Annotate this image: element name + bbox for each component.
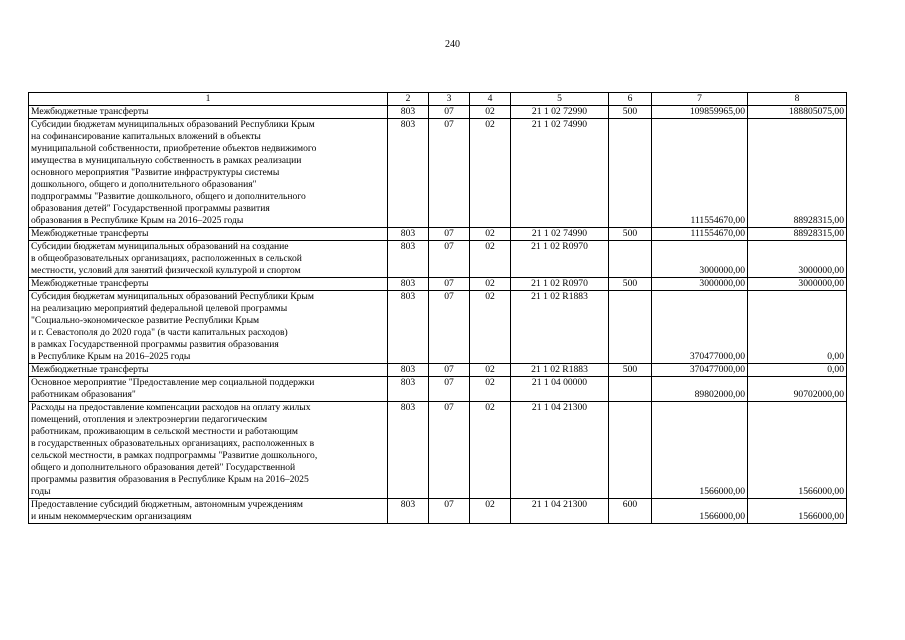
table-row	[29, 402, 847, 499]
column-header: 5	[511, 93, 609, 106]
table-row	[29, 241, 847, 278]
target-article-code: 21 1 04 21300	[511, 402, 609, 499]
amount-col-8: 3000000,00	[748, 278, 847, 291]
amount-col-8: 88928315,00	[748, 228, 847, 241]
amount-col-7: 109859965,00	[652, 106, 748, 119]
subsection-code: 02	[470, 228, 511, 241]
column-header: 8	[748, 93, 847, 106]
row-description: Межбюджетные трансферты	[29, 364, 388, 377]
ministry-code: 803	[388, 499, 429, 524]
column-header: 3	[429, 93, 470, 106]
amount-col-8: 1566000,00	[748, 402, 847, 499]
column-header: 7	[652, 93, 748, 106]
row-description: Субсидии бюджетам муниципальных образований Республики Крым на софинансирование капитальных вложений в объекты муниципальной собственности, приобретение объектов недвижимого имущества в муниципальную собственность в рамках реализации основного мероприятия "Развитие инфраструктуры системы дошкольного, общего и дополнительного образования" подпрограммы "Развитие дошкольного, общего и дополнительного образования детей" Государственной программы развития образования в Республике Крым на 2016–2025 годы	[29, 119, 388, 228]
expense-type-code: 600	[609, 499, 652, 524]
section-code: 07	[429, 364, 470, 377]
amount-col-7: 111554670,00	[652, 228, 748, 241]
amount-col-7: 1566000,00	[652, 499, 748, 524]
target-article-code: 21 1 02 R0970	[511, 241, 609, 278]
ministry-code: 803	[388, 278, 429, 291]
amount-col-8: 188805075,00	[748, 106, 847, 119]
ministry-code: 803	[388, 119, 429, 228]
row-description: Расходы на предоставление компенсации расходов на оплату жилых помещений, отопления и электроэнергии педагогическим работникам, проживающим в сельской местности и работающим в государственных образовательных организациях, расположенных в сельской местности, в рамках подпрограммы "Развитие дошкольного, общего и дополнительного образования детей" Государственной программы развития образования в Республике Крым на 2016–2025 годы	[29, 402, 388, 499]
target-article-code: 21 1 02 72990	[511, 106, 609, 119]
subsection-code: 02	[470, 278, 511, 291]
expense-type-code: 500	[609, 228, 652, 241]
row-description: Межбюджетные трансферты	[29, 106, 388, 119]
expense-type-code	[609, 291, 652, 364]
subsection-code: 02	[470, 364, 511, 377]
subsection-code: 02	[470, 241, 511, 278]
expense-type-code	[609, 377, 652, 402]
section-code: 07	[429, 228, 470, 241]
section-code: 07	[429, 241, 470, 278]
amount-col-7: 111554670,00	[652, 119, 748, 228]
target-article-code: 21 1 04 00000	[511, 377, 609, 402]
amount-col-8: 0,00	[748, 291, 847, 364]
expense-type-code	[609, 119, 652, 228]
expense-type-code	[609, 402, 652, 499]
section-code: 07	[429, 499, 470, 524]
table-row	[29, 291, 847, 364]
section-code: 07	[429, 106, 470, 119]
ministry-code: 803	[388, 364, 429, 377]
amount-col-8: 3000000,00	[748, 241, 847, 278]
section-code: 07	[429, 377, 470, 402]
row-description: Межбюджетные трансферты	[29, 278, 388, 291]
expense-type-code: 500	[609, 278, 652, 291]
subsection-code: 02	[470, 106, 511, 119]
target-article-code: 21 1 04 21300	[511, 499, 609, 524]
section-code: 07	[429, 278, 470, 291]
target-article-code: 21 1 02 74990	[511, 228, 609, 241]
amount-col-8: 0,00	[748, 364, 847, 377]
ministry-code: 803	[388, 402, 429, 499]
row-description: Субсидии бюджетам муниципальных образований на создание в общеобразовательных организациях, расположенных в сельской местности, условий для занятий физической культурой и спортом	[29, 241, 388, 278]
table-row	[29, 364, 847, 377]
target-article-code: 21 1 02 R1883	[511, 291, 609, 364]
expense-type-code	[609, 241, 652, 278]
ministry-code: 803	[388, 228, 429, 241]
ministry-code: 803	[388, 106, 429, 119]
table-row	[29, 119, 847, 228]
column-header: 1	[29, 93, 388, 106]
subsection-code: 02	[470, 402, 511, 499]
ministry-code: 803	[388, 377, 429, 402]
column-header: 6	[609, 93, 652, 106]
target-article-code: 21 1 02 R1883	[511, 364, 609, 377]
table-header-row	[29, 93, 847, 106]
ministry-code: 803	[388, 241, 429, 278]
row-description: Субсидия бюджетам муниципальных образований Республики Крым на реализацию мероприятий федеральной целевой программы "Социально-экономическое развитие Республики Крым и г. Севастополя до 2020 года" (в части капитальных расходов) в рамках Государственной программы развития образования в Республике Крым на 2016–2025 годы	[29, 291, 388, 364]
subsection-code: 02	[470, 119, 511, 228]
table-row	[29, 228, 847, 241]
row-description: Предоставление субсидий бюджетным, автономным учреждениям и иным некоммерческим организациям	[29, 499, 388, 524]
target-article-code: 21 1 02 74990	[511, 119, 609, 228]
subsection-code: 02	[470, 291, 511, 364]
amount-col-7: 370477000,00	[652, 291, 748, 364]
amount-col-7: 3000000,00	[652, 241, 748, 278]
row-description: Основное мероприятие "Предоставление мер социальной поддержки работникам образования"	[29, 377, 388, 402]
amount-col-8: 1566000,00	[748, 499, 847, 524]
expense-type-code: 500	[609, 106, 652, 119]
amount-col-8: 88928315,00	[748, 119, 847, 228]
amount-col-7: 3000000,00	[652, 278, 748, 291]
expense-type-code: 500	[609, 364, 652, 377]
section-code: 07	[429, 119, 470, 228]
amount-col-7: 370477000,00	[652, 364, 748, 377]
column-header: 2	[388, 93, 429, 106]
table-row	[29, 106, 847, 119]
subsection-code: 02	[470, 499, 511, 524]
target-article-code: 21 1 02 R0970	[511, 278, 609, 291]
table-row	[29, 377, 847, 402]
section-code: 07	[429, 402, 470, 499]
amount-col-7: 89802000,00	[652, 377, 748, 402]
column-header: 4	[470, 93, 511, 106]
budget-table	[28, 92, 847, 524]
table-row	[29, 499, 847, 524]
row-description: Межбюджетные трансферты	[29, 228, 388, 241]
amount-col-8: 90702000,00	[748, 377, 847, 402]
page-number: 240	[445, 39, 460, 50]
table-row	[29, 278, 847, 291]
amount-col-7: 1566000,00	[652, 402, 748, 499]
section-code: 07	[429, 291, 470, 364]
subsection-code: 02	[470, 377, 511, 402]
ministry-code: 803	[388, 291, 429, 364]
